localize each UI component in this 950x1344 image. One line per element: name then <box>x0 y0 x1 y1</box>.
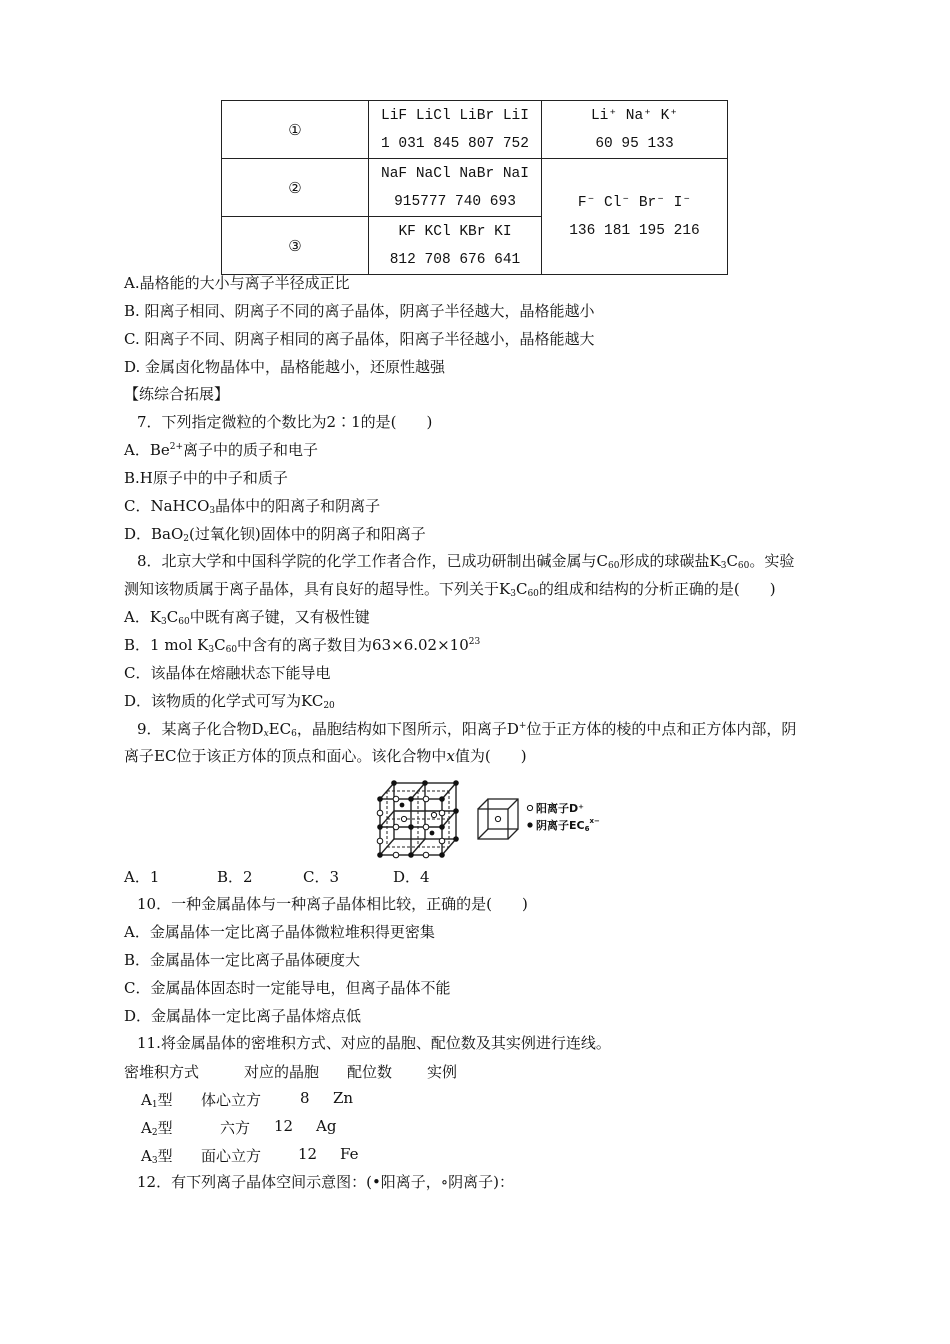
q11-row-type: $A_3$型 <box>141 1147 173 1166</box>
q6-option-b: B. 阳离子相同、阴离子不同的离子晶体，阴离子半径越大，晶格能越小 <box>124 302 595 320</box>
q7-option-a: A．$Be^{2+}$离子中的质子和电子 <box>124 441 319 459</box>
q7-option-b: B.H原子中的中子和质子 <box>124 469 288 487</box>
q11-row-cell: 面心立方 <box>201 1147 262 1165</box>
q8-option-b: B．1 mol $K_3C_{60}$中含有的离子数目为$63\times 6.02\times 10^{23}$ <box>124 636 481 655</box>
q11-row-type: $A_2$型 <box>141 1119 173 1138</box>
table-cell-compounds: NaF NaCl NaBr NaI 915777 740 693 <box>369 159 542 217</box>
q8-stem-line1: 8．北京大学和中国科学院的化学工作者合作，已成功研制出碱金属与$C_{60}$形成的球碳盐$K_3C_{60}$。实验 <box>137 552 795 571</box>
q11-row-cn: 8 <box>300 1089 310 1107</box>
q11-row-cell: 体心立方 <box>201 1091 262 1109</box>
q11-header-example: 实例 <box>427 1063 458 1081</box>
q10-option-c: C．金属晶体固态时一定能导电，但离子晶体不能 <box>124 979 451 997</box>
q8-option-d: D．该物质的化学式可写为$KC_{20}$ <box>124 692 335 711</box>
q11-stem: 11.将金属晶体的密堆积方式、对应的晶胞、配位数及其实例进行连线。 <box>137 1034 611 1052</box>
legend-cation-label: 阳离子D⁺ <box>536 802 584 815</box>
section-title: 【练综合拓展】 <box>124 385 230 403</box>
table-cell-cation-radii: Li⁺ Na⁺ K⁺ 60 95 133 <box>542 101 728 159</box>
q11-header-cn: 配位数 <box>347 1063 393 1081</box>
q9-option-b: B．2 <box>217 868 253 886</box>
q6-option-c: C. 阳离子不同、阴离子相同的离子晶体，阳离子半径越小，晶格能越大 <box>124 330 595 348</box>
q11-header-packing: 密堆积方式 <box>124 1063 200 1081</box>
table-cell-compounds: KF KCl KBr KI 812 708 676 641 <box>369 217 542 275</box>
q11-row-example: Fe <box>340 1145 359 1163</box>
q11-row-cn: 12 <box>274 1117 294 1135</box>
q11-row-example: Ag <box>316 1117 337 1135</box>
q10-option-b: B．金属晶体一定比离子晶体硬度大 <box>124 951 361 969</box>
table-cell-compounds: LiF LiCl LiBr LiI 1 031 845 807 752 <box>369 101 542 159</box>
q9-option-d: D．4 <box>393 868 430 886</box>
legend-anion-label: 阴离子$EC_6^{x-}$ <box>536 817 600 833</box>
q6-option-a: A.晶格能的大小与离子半径成正比 <box>124 274 350 292</box>
q10-stem: 10．一种金属晶体与一种离子晶体相比较，正确的是( ) <box>137 895 528 913</box>
q7-option-c: C．NaHCO$_3$晶体中的阳离子和阴离子 <box>124 497 381 516</box>
lattice-energy-table <box>221 100 728 275</box>
q7-stem: 7．下列指定微粒的个数比为2∶1的是( ) <box>137 413 433 431</box>
table-cell-anion-radii: F⁻ Cl⁻ Br⁻ I⁻ 136 181 195 216 <box>542 159 728 275</box>
q11-header-cell: 对应的晶胞 <box>244 1063 320 1081</box>
q11-row-example: Zn <box>333 1089 354 1107</box>
q10-option-d: D．金属晶体一定比离子晶体熔点低 <box>124 1007 362 1025</box>
table-row-label: ③ <box>222 217 369 275</box>
table-row-label: ① <box>222 101 369 159</box>
q7-option-d: D．BaO$_2$(过氧化钡)固体中的阴离子和阳离子 <box>124 525 426 544</box>
q9-stem-line2: 离子EC位于该正方体的顶点和面心。该化合物中x值为( ) <box>124 747 527 765</box>
q12-stem: 12．有下列离子晶体空间示意图：(•阳离子，∘阴离子)： <box>137 1173 514 1191</box>
q11-row-cn: 12 <box>298 1145 318 1163</box>
q9-option-a: A．1 <box>124 868 160 886</box>
q8-option-c: C．该晶体在熔融状态下能导电 <box>124 664 331 682</box>
q11-row-type: $A_1$型 <box>141 1091 173 1110</box>
q9-stem-line1: 9．某离子化合物$D_xEC_6$，晶胞结构如下图所示，阳离子D+位于正方体的棱的中点和正方体内部，阴 <box>137 720 797 739</box>
q6-option-d: D. 金属卤化物晶体中，晶格能越小，还原性越强 <box>124 358 446 376</box>
q8-stem-line2: 测知该物质属于离子晶体，具有良好的超导性。下列关于$K_3C_{60}$的组成和结构的分析正确的是( ) <box>124 580 776 599</box>
q8-option-a: A．$K_3C_{60}$中既有离子键，又有极性键 <box>124 608 370 627</box>
q10-option-a: A．金属晶体一定比离子晶体微粒堆积得更密集 <box>124 923 435 941</box>
q11-row-cell: 六方 <box>220 1119 251 1137</box>
q9-option-c: C．3 <box>303 868 340 886</box>
table-row-label: ② <box>222 159 369 217</box>
